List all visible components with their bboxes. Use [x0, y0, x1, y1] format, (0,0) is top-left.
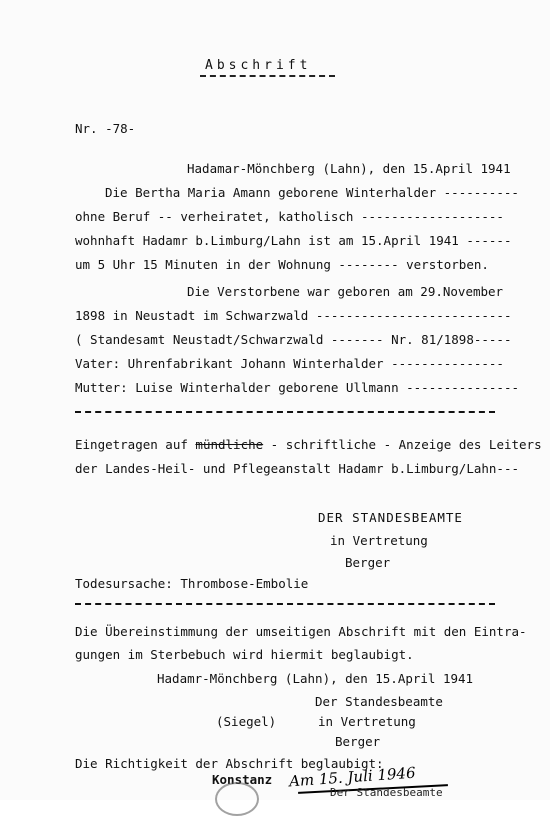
record-line-2: ohne Beruf -- verheiratet, katholisch -------------------	[75, 209, 504, 224]
entry-prefix: Eingetragen auf	[75, 437, 196, 452]
signatory-2-name: Berger	[335, 734, 381, 749]
birth-line-3: ( Standesamt Neustadt/Schwarzwald ------- Nr. 81/1898-----	[75, 332, 512, 347]
entry-line-2: der Landes-Heil- und Pflegeanstalt Hadamr b.Limburg/Lahn---	[75, 461, 520, 476]
document-title: Abschrift	[205, 58, 312, 73]
record-line-4: um 5 Uhr 15 Minuten in der Wohnung -------- verstorben.	[75, 257, 489, 272]
signatory-1-role: in Vertretung	[330, 533, 428, 548]
mother-line: Mutter: Luise Winterhalder geborene Ullmann ---------------	[75, 380, 520, 395]
certification-line-1: Die Übereinstimmung der umseitigen Abschrift mit den Eintra-	[75, 624, 527, 639]
section-divider-1	[75, 411, 495, 413]
signatory-1-title: DER STANDESBEAMTE	[318, 510, 463, 525]
stamp-text: Der Standesbeamte	[330, 786, 443, 799]
attestation-line: Die Richtigkeit der Abschrift beglaubigt:	[75, 756, 384, 771]
seal-label: (Siegel)	[216, 714, 277, 729]
cause-of-death: Todesursache: Thrombose-Embolie	[75, 576, 309, 591]
record-line-1: Die Bertha Maria Amann geborene Winterhalder ----------	[105, 185, 519, 200]
birth-line-1: Die Verstorbene war geboren am 29.November	[187, 284, 504, 299]
record-number: Nr. -78-	[75, 121, 136, 136]
signatory-2-role: in Vertretung	[318, 714, 416, 729]
official-stamp	[215, 782, 259, 816]
section-divider-2	[75, 603, 495, 605]
record-place-date: Hadamar-Mönchberg (Lahn), den 15.April 1941	[187, 161, 511, 176]
entry-struck-word: mündliche	[195, 437, 264, 452]
entry-line-1	[75, 437, 542, 452]
record-line-3: wohnhaft Hadamr b.Limburg/Lahn ist am 15.April 1941 ------	[75, 233, 512, 248]
handwritten-date-signature: Am 15. Juli 1946	[288, 763, 417, 791]
certification-line-2: gungen im Sterbebuch wird hiermit beglaubigt.	[75, 647, 414, 662]
birth-line-2: 1898 in Neustadt im Schwarzwald --------------------------	[75, 308, 512, 323]
signatory-1-name: Berger	[345, 555, 391, 570]
attestation-place: Konstanz	[212, 772, 273, 787]
father-line: Vater: Uhrenfabrikant Johann Winterhalder ---------------	[75, 356, 504, 371]
entry-suffix: - schriftliche - Anzeige des Leiters	[263, 437, 542, 452]
signatory-2-title: Der Standesbeamte	[315, 694, 443, 709]
certification-place-date: Hadamr-Mönchberg (Lahn), den 15.April 1941	[157, 671, 474, 686]
title-underline	[200, 75, 335, 77]
